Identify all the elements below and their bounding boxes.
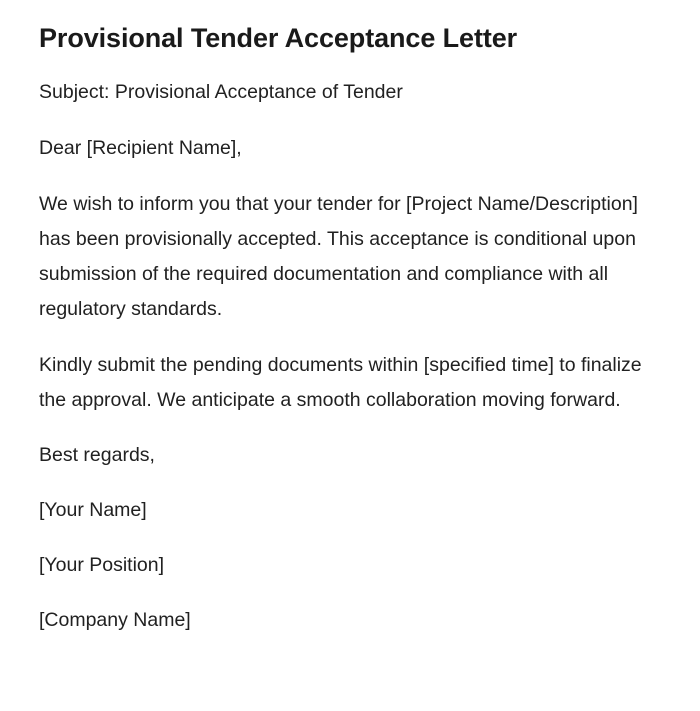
page-title: Provisional Tender Acceptance Letter xyxy=(39,23,518,53)
salutation-line: Dear [Recipient Name], xyxy=(39,137,242,159)
subject-line: Subject: Provisional Acceptance of Tender xyxy=(39,81,403,103)
body-paragraph-1: We wish to inform you that your tender for [Project Name/Description] has been provisionally accepted. This acceptance is conditional upon submission of the required documentation and compliance with all regulatory standards. xyxy=(39,193,644,320)
signature-name: [Your Name] xyxy=(39,499,147,521)
signature-position: [Your Position] xyxy=(39,554,165,576)
signature-company: [Company Name] xyxy=(39,609,191,631)
body-paragraph-2: Kindly submit the pending documents within [specified time] to finalize the approval. We anticipate a smooth collaboration moving forward. xyxy=(39,354,648,411)
closing-line: Best regards, xyxy=(39,444,155,466)
